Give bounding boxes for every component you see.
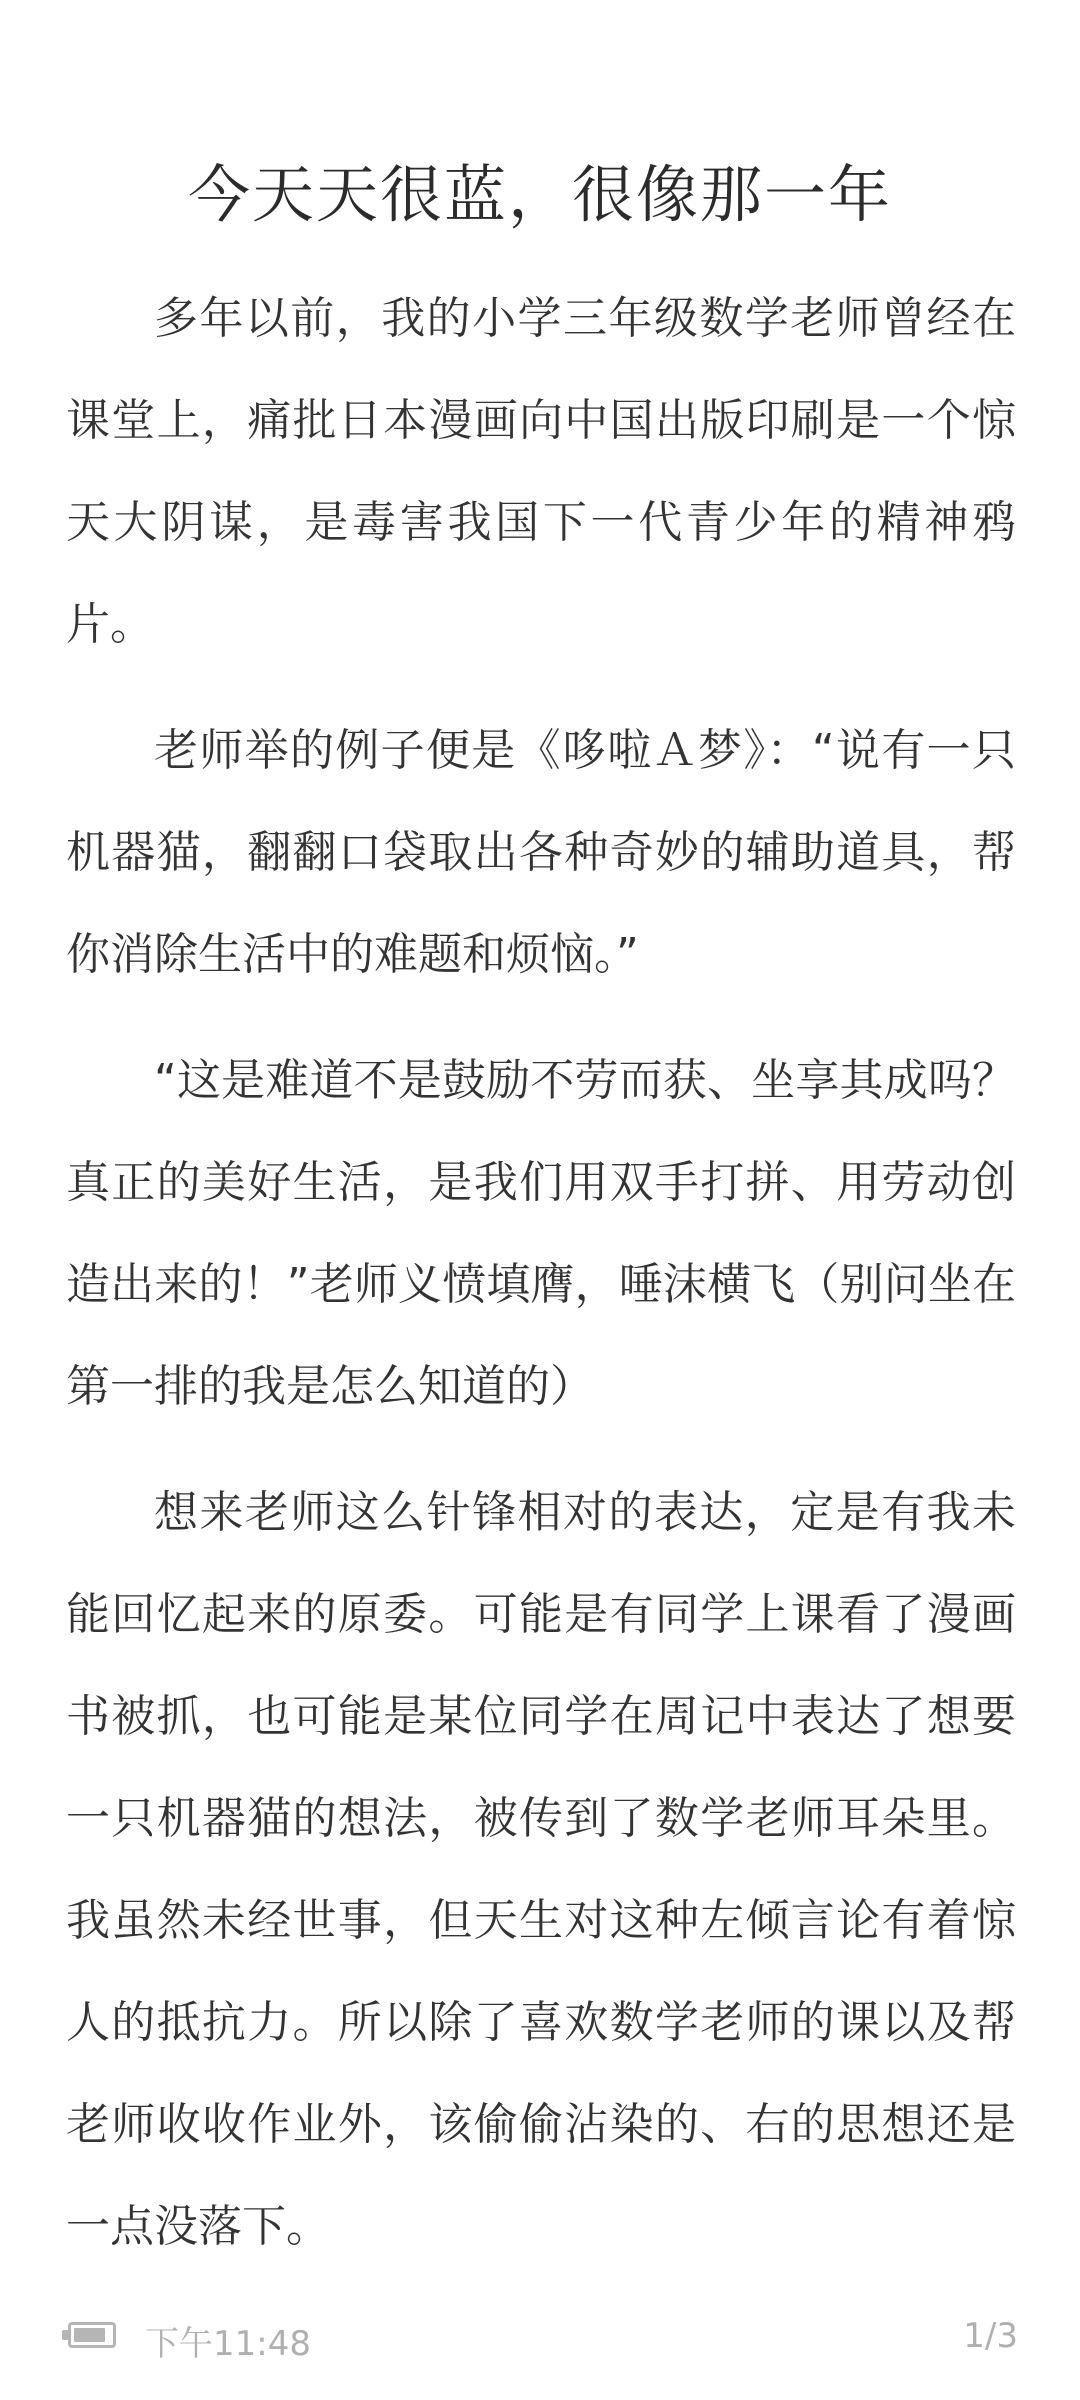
paragraph: 想来老师这么针锋相对的表达，定是有我未能回忆起来的原委。可能是有同学上课看了漫画书被抓，也可能是某位同学在周记中表达了想要一只机器猫的想法，被传到了数学老师耳朵里。我虽然未经世事，但天生对这种左倾言论有着惊人的抵抗力。所以除了喜欢数学老师的课以及帮老师收收作业外，该偷偷沾染的、右的思想还是一点没落下。 [66,1487,1016,2252]
page-indicator: 1/3 [963,2316,1018,2356]
battery-level-fill [74,2328,105,2342]
clock-time: 下午11:48 [145,2324,311,2364]
chapter-title: 今天天很蓝，很像那一年 [187,158,892,231]
paragraph: 老师举的例子便是《哆啦Ａ梦》：“说有一只机器猫，翻翻口袋取出各种奇妙的辅助道具，帮你消除生活中的难题和烦恼。” [66,725,1016,980]
paragraph: 多年以前，我的小学三年级数学老师曾经在课堂上，痛批日本漫画向中国出版印刷是一个惊天大阴谋，是毒害我国下一代青少年的精神鸦片。 [66,293,1016,650]
battery-icon [62,2322,120,2352]
chapter-content [66,268,1016,2302]
reader-status-bar [0,2310,1080,2364]
paragraph: “这是难道不是鼓励不劳而获、坐享其成吗？真正的美好生活，是我们用双手打拼、用劳动创造出来的！”老师义愤填膺，唾沫横飞（别问坐在第一排的我是怎么知道的） [66,1055,1016,1412]
